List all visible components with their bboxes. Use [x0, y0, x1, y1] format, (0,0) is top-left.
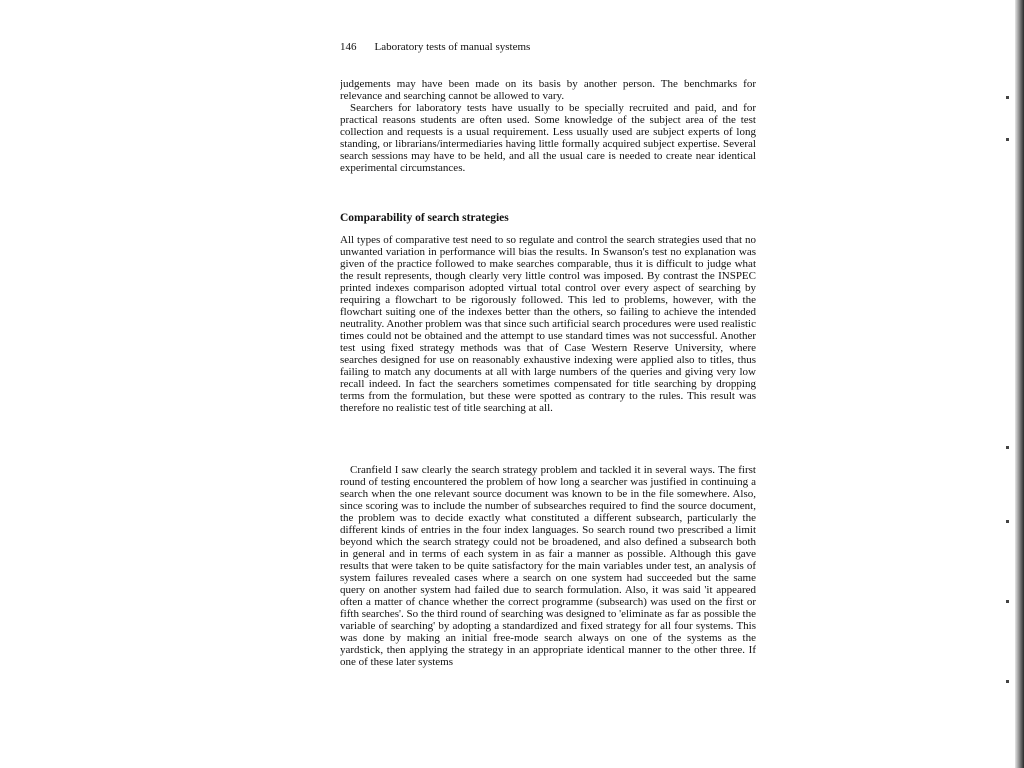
scan-edge-shadow: [1015, 0, 1024, 768]
running-head-title: Laboratory tests of manual systems: [374, 41, 531, 53]
paragraph-continuation: judgements may have been made on its basis by another person. The benchmarks for relevance and searching cannot be allowed to vary.: [340, 78, 756, 102]
scan-speck: [1006, 600, 1009, 603]
page-number: 146: [340, 41, 357, 53]
book-page: [340, 40, 756, 760]
scan-speck: [1006, 446, 1009, 449]
paragraph-searchers: Searchers for laboratory tests have usually to be specially recruited and paid, and for practical reasons students are often used. Some knowledge of the subject area of the test collection and requests is a usual requirement. Less usually used are subject experts of long standing, or librarians/intermediaries having little formally acquired subject expertise. Several search sessions may have to be held, and all the usual care is needed to create near identical experimental circumstances.: [340, 102, 756, 174]
scan-speck: [1006, 680, 1009, 683]
section-heading: Comparability of search strategies: [340, 212, 509, 224]
scan-speck: [1006, 138, 1009, 141]
scan-speck: [1006, 96, 1009, 99]
running-head: [340, 40, 756, 54]
scan-speck: [1006, 520, 1009, 523]
paragraph-cranfield: Cranfield I saw clearly the search strategy problem and tackled it in several ways. The first round of testing encountered the problem of how long a searcher was justified in continuing a search when the one relevant source document was known to be in the file somewhere. Also, since scoring was to include the number of subsearches required to find the source document, the problem was to decide exactly what constituted a different subsearch, particularly the different kinds of entries in the four index languages. So search round two prescribed a limit beyond which the search strategy could not be broadened, and also defined a subsearch both in general and in terms of each system in as fair a manner as possible. Although this gave results that were taken to be quite satisfactory for the main variables under test, an analysis of system failures revealed cases where a search on one system had succeeded but the same query on another system had failed due to search formulation. Also, it was said 'it appeared often a matter of chance whether the correct programme (subsearch) was used on the first or fifth searches'. So the third round of searching was designed to 'eliminate as far as possible the variable of searching' by adopting a standardized and fixed strategy for all four systems. This was done by making an initial free-mode search always on one of the systems as the yardstick, then applying the strategy in an appropriate identical manner to the other three. If one of these later systems: [340, 464, 756, 668]
paragraph-comparative-tests: All types of comparative test need to so regulate and control the search strategies used that no unwanted variation in performance will bias the results. In Swanson's test no explanation was given of the practice followed to make searches comparable, thus it is difficult to judge what the result represents, though clearly very little control was imposed. By contrast the INSPEC printed indexes comparison adopted virtual total control over every aspect of searching by requiring a flowchart to be rigorously followed. This led to problems, however, with the flowchart suiting one of the indexes better than the others, so failing to achieve the intended neutrality. Another problem was that since such artificial search procedures were used realistic times could not be obtained and the attempt to use standard times was not successful. Another test using fixed strategy methods was that of Case Western Reserve University, where searches designed for use on reasonably exhaustive indexing were applied also to titles, thus failing to match any documents at all with large numbers of the queries and giving very low recall indeed. In fact the searchers sometimes compensated for title searching by dropping terms from the formulation, but these were spotted as contrary to the rules. This result was therefore no realistic test of title searching at all.: [340, 234, 756, 414]
